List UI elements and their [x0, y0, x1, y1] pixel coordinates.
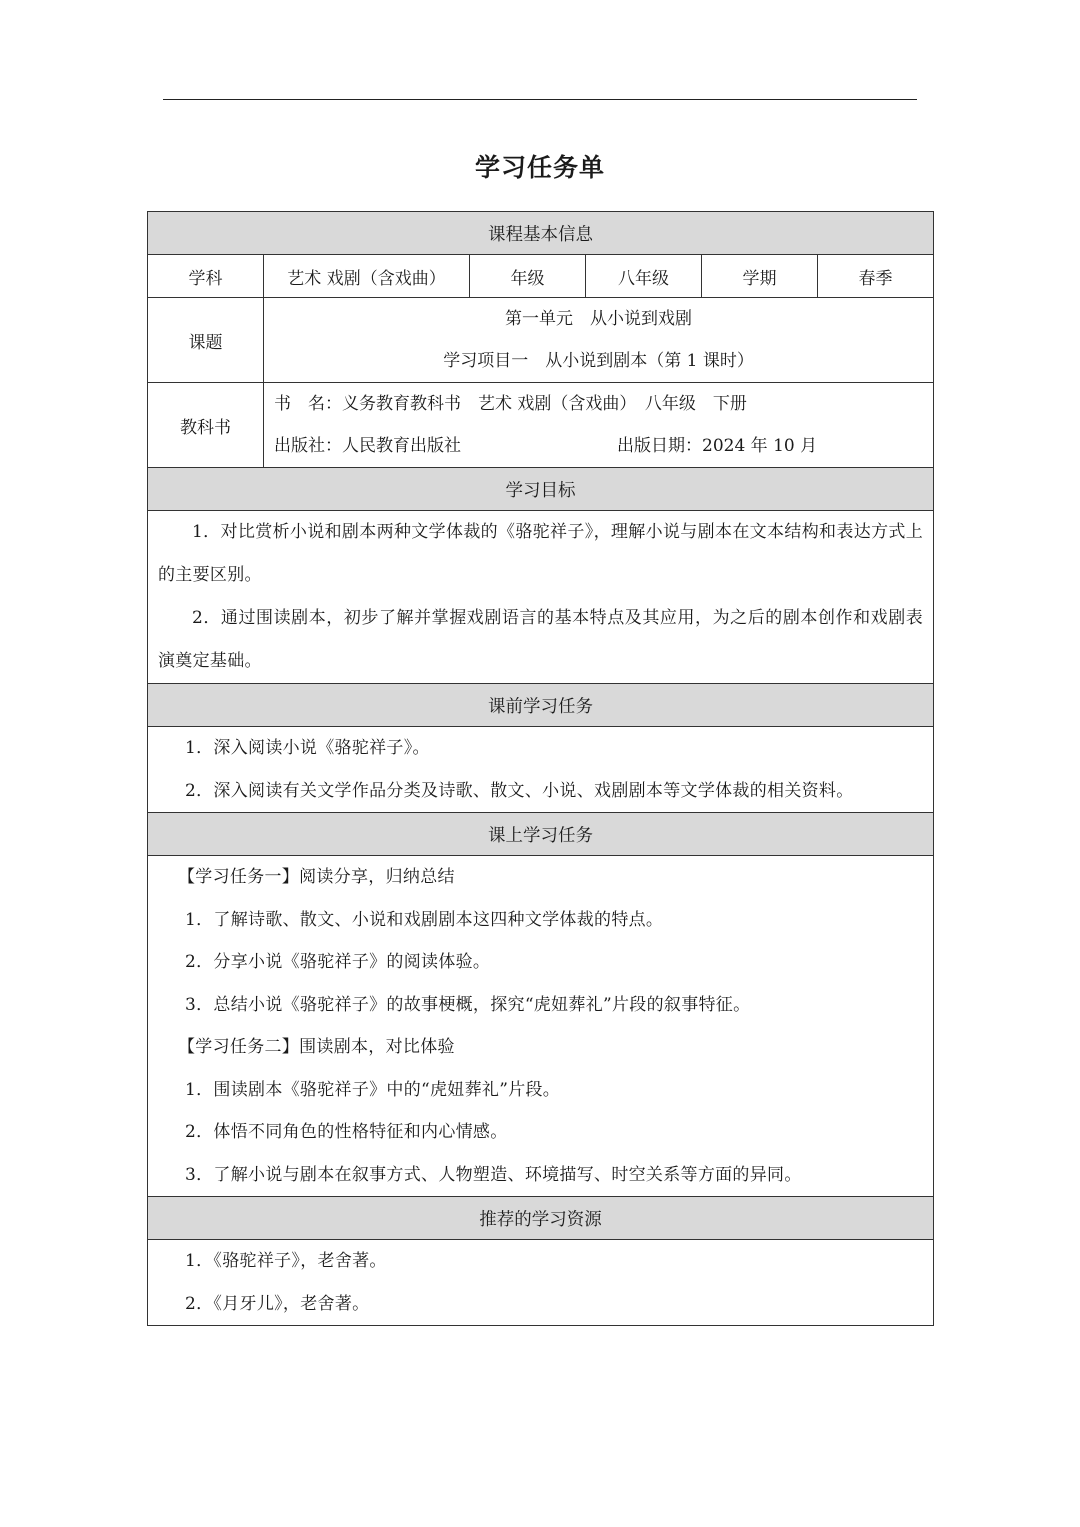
page-title: 学习任务单 — [474, 153, 605, 182]
textbook-name: 书 名：义务教育教科书 艺术 戏剧（含戏曲） 八年级 下册 — [274, 394, 747, 414]
task2-item: 3．了解小说与剧本在叙事方式、人物塑造、环境描写、时空关系等方面的异同。 — [185, 1164, 802, 1185]
pre-class-cell — [148, 727, 934, 813]
pre-class-item: 1．深入阅读小说《骆驼祥子》。 — [185, 738, 430, 758]
pre-class-item: 2．深入阅读有关文学作品分类及诗歌、散文、小说、戏剧剧本等文学体裁的相关资料。 — [185, 780, 854, 801]
topic-project: 学习项目一 从小说到剧本（第 1 课时） — [443, 351, 754, 371]
task1-title: 【学习任务一】阅读分享，归纳总结 — [178, 867, 455, 887]
publish-date: 出版日期：2024 年 10 月 — [617, 436, 818, 456]
task1-item: 2．分享小说《骆驼祥子》的阅读体验。 — [185, 952, 491, 972]
pre-class-header: 课前学习任务 — [148, 684, 934, 727]
task2-item: 1．围读剧本《骆驼祥子》中的“虎妞葬礼”片段。 — [185, 1079, 561, 1100]
task2-title: 【学习任务二】围读剧本，对比体验 — [178, 1037, 455, 1057]
task1-item: 3．总结小说《骆驼祥子》的故事梗概，探究“虎妞葬礼”片段的叙事特征。 — [185, 994, 751, 1015]
publisher-row — [274, 425, 933, 467]
in-class-cell — [148, 856, 934, 1197]
textbook-label: 教科书 — [148, 383, 264, 468]
task-sheet-table — [147, 211, 934, 1326]
textbook-cell — [264, 383, 934, 468]
topic-label: 课题 — [148, 298, 264, 383]
task1-item: 1．了解诗歌、散文、小说和戏剧剧本这四种文学体裁的特点。 — [185, 909, 664, 930]
topic-cell — [264, 298, 934, 383]
objective-item: 1．对比赏析小说和剧本两种文学体裁的《骆驼祥子》，理解小说与剧本在文本结构和表达方式上的主要区别。 — [158, 522, 924, 585]
resources-cell — [148, 1240, 934, 1326]
topic-unit: 第一单元 从小说到戏剧 — [505, 309, 693, 329]
subject-label: 学科 — [148, 255, 264, 298]
resource-item: 1．《骆驼祥子》，老舍著。 — [185, 1251, 387, 1271]
resource-item: 2．《月牙儿》，老舍著。 — [185, 1293, 370, 1314]
grade-label: 年级 — [470, 255, 586, 298]
task2-item: 2．体悟不同角色的性格特征和内心情感。 — [185, 1122, 508, 1142]
in-class-header: 课上学习任务 — [148, 813, 934, 856]
term-value: 春季 — [818, 255, 934, 298]
basic-info-header: 课程基本信息 — [148, 212, 934, 255]
grade-value: 八年级 — [586, 255, 702, 298]
subject-value: 艺术 戏剧（含戏曲） — [264, 255, 470, 298]
resources-header: 推荐的学习资源 — [148, 1197, 934, 1240]
objectives-header: 学习目标 — [148, 468, 934, 511]
term-label: 学期 — [702, 255, 818, 298]
objective-item: 2．通过围读剧本，初步了解并掌握戏剧语言的基本特点及其应用，为之后的剧本创作和戏剧表演奠定基础。 — [158, 608, 924, 671]
header-rule — [163, 99, 917, 100]
objectives-cell — [148, 511, 934, 684]
publisher: 出版社：人民教育出版社 — [274, 436, 461, 456]
